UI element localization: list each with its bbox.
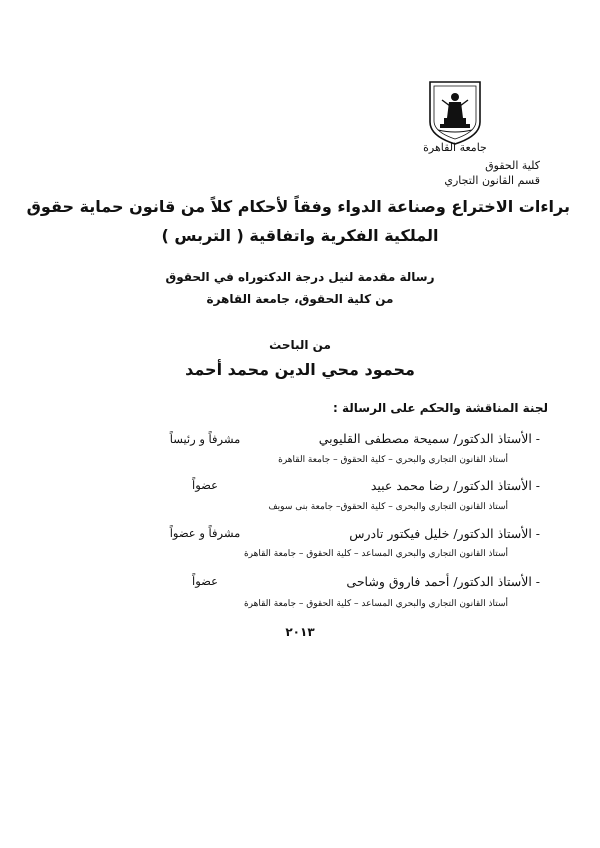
publication-year: ٢٠١٣	[285, 625, 315, 639]
committee-member-affiliation: أستاذ القانون التجاري والبحري المساعد – كلية الحقوق – جامعة القاهرة	[243, 549, 508, 559]
faculty-name: كلية الحقوق	[485, 159, 540, 172]
researcher-name: محمود محي الدين محمد أحمد	[185, 360, 415, 379]
committee-member-name: - الأستاذ الدكتور/ رضا محمد عبيد	[370, 478, 540, 493]
svg-text:جامعة القاهرة: جامعة القاهرة	[423, 141, 487, 154]
thesis-institution: من كلية الحقوق، جامعة القاهرة	[206, 292, 394, 306]
thesis-purpose: رسالة مقدمة لنيل درجة الدكتوراه في الحقوق	[165, 270, 435, 284]
committee-member-name: - الأستاذ الدكتور/ خليل فيكتور تادرس	[349, 526, 540, 541]
university-logo	[420, 74, 490, 154]
committee-member-role: مشرفاً و عضواً	[169, 526, 241, 540]
committee-heading: لجنة المناقشة والحكم على الرسالة :	[333, 401, 548, 415]
logo-caption-script	[420, 74, 490, 154]
committee-member-name: - الأستاذ الدكتور/ سميحة مصطفى القليوبي	[318, 431, 540, 446]
committee-member-affiliation: أستاذ القانون التجاري والبحرى – كلية الحقوق– جامعة بنى سويف	[268, 502, 508, 512]
committee-member-name: - الأستاذ الدكتور/ أحمد فاروق وشاحى	[346, 574, 540, 589]
committee-member-role: عضواً	[192, 574, 218, 588]
committee-member-role: عضواً	[192, 478, 218, 492]
committee-member-role: مشرفاً و رئيساً	[169, 432, 241, 446]
thesis-title-line-2: الملكية الفكرية واتفاقية ( التربس )	[161, 226, 439, 245]
thesis-title-line-1: براءات الاختراع وصناعة الدواء وفقاً لأحكام كلاً من قانون حماية حقوق	[26, 197, 570, 216]
department-name: قسم القانون التجاري	[444, 174, 540, 187]
committee-member-affiliation: أستاذ القانون التجاري والبحري المساعد – كلية الحقوق – جامعة القاهرة	[243, 599, 508, 609]
committee-member-affiliation: أستاذ القانون التجاري والبحري – كلية الحقوق – جامعة القاهرة	[278, 455, 508, 465]
researcher-label: من الباحث	[269, 338, 331, 352]
faculty-block	[444, 158, 540, 188]
